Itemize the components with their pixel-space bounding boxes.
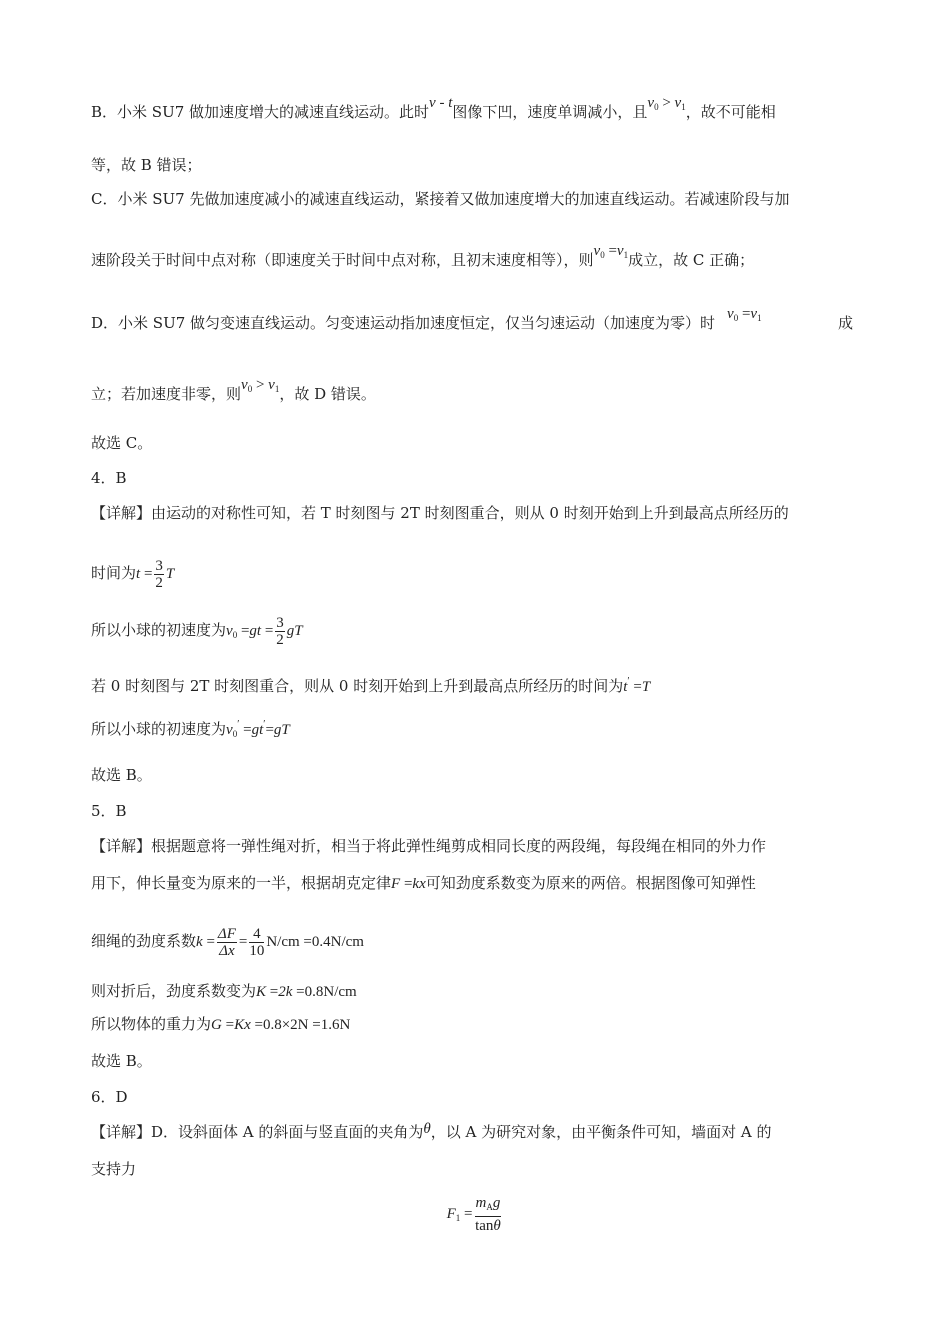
option-b-line1: B．小米 SU7 做加速度增大的减速直线运动。此时v - t图像下凹，速度单调减小，且$v_0 > v_1$，故不可能相 (91, 95, 776, 121)
vt-graph-label: v - t (429, 95, 453, 111)
k-formula: k = $\frac{\Delta F}{\Delta x}$ = $\frac{4}{10}$ N/cm =0.4N/cm (196, 926, 364, 960)
q5-line3: 细绳的劲度系数k = $\frac{\Delta F}{\Delta x}$ = $\frac{4}{10}$ N/cm =0.4N/cm (91, 926, 364, 960)
v0-prime-eq-gt: $v_0' =gt'=gT$ (226, 719, 290, 739)
q5-line4: 则对折后，劲度系数变为K =2k =0.8N/cm (91, 982, 357, 1000)
G-formula: G =Kx =0.8×2N =1.6N (211, 1017, 351, 1033)
option-b-line2: 等，故 B 错误； (91, 156, 202, 174)
q4-line3: 所以小球的初速度为$v_0 =gt$ = $\frac{3}{2}$ gT (91, 615, 303, 649)
q4-line2: 时间为t = $\frac{3}{2}$ T (91, 558, 175, 592)
option-c-line1: C．小米 SU7 先做加速度减小的减速直线运动，紧接着又做加速度增大的加速直线运动。若减速阶段与加 (91, 190, 790, 208)
t-eq-3-2-T: t = $\frac{3}{2}$ T (136, 558, 175, 592)
v0-eq-gt: $v_0 =gt$ = $\frac{3}{2}$ gT (226, 615, 303, 649)
theta-symbol: θ (423, 1121, 431, 1137)
q4-line1: 【详解】由运动的对称性可知，若 T 时刻图与 2T 时刻图重合，则从 0 时刻开始到上升到最高点所经历的 (91, 504, 789, 522)
conclusion-4: 故选 B。 (91, 766, 152, 784)
q6-line2: 支持力 (91, 1160, 137, 1178)
v0-eq-v1-d: $v_0 =v_1$ (727, 306, 762, 323)
q5-heading: 5．B (91, 802, 127, 820)
f1-formula: $F_1$ = $\frac{m_Ag}{\tan\theta}$ (446, 1195, 501, 1234)
q5-line5: 所以物体的重力为G =Kx =0.8×2N =1.6N (91, 1015, 351, 1033)
v0-eq-v1: $v_0 =v_1$ (593, 243, 629, 260)
K-formula: K =2k =0.8N/cm (256, 984, 357, 1000)
v0-gt-v1-d: $v_0 > v_1$ (241, 377, 280, 394)
q6-heading: 6．D (91, 1088, 128, 1106)
t-prime-eq-T: t′ =T (623, 676, 651, 695)
q4-line5: 所以小球的初速度为$v_0' =gt'=gT$ (91, 719, 290, 739)
v0-gt-v1: $v_0 > v_1$ (647, 95, 686, 112)
conclusion-5: 故选 B。 (91, 1052, 152, 1070)
option-d-line1: D．小米 SU7 做匀变速直线运动。匀变速运动指加速度恒定，仅当匀速运动（加速度为零）时 $v_0 =v_1$ 成 (91, 306, 854, 332)
q5-line2: 用下，伸长量变为原来的一半，根据胡克定律F =kx可知劲度系数变为原来的两倍。根据图像可知弹性 (91, 874, 756, 892)
q4-line4: 若 0 时刻图与 2T 时刻图重合，则从 0 时刻开始到上升到最高点所经历的时间为t′ =T (91, 676, 651, 695)
conclusion-3: 故选 C。 (91, 434, 153, 452)
hooke-law: F =kx (391, 876, 426, 892)
q5-line1: 【详解】根据题意将一弹性绳对折，相当于将此弹性绳剪成相同长度的两段绳，每段绳在相同的外力作 (91, 837, 767, 855)
q6-line1: 【详解】D．设斜面体 A 的斜面与竖直面的夹角为θ，以 A 为研究对象，由平衡条件可知，墙面对 A 的 (91, 1121, 772, 1141)
q4-heading: 4．B (91, 469, 127, 487)
option-c-line2: 速阶段关于时间中点对称（即速度关于时间中点对称，且初末速度相等），则$v_0 =v_1$成立，故 C 正确； (91, 243, 755, 269)
option-d-line2: 立；若加速度非零，则$v_0 > v_1$，故 D 错误。 (91, 377, 376, 403)
